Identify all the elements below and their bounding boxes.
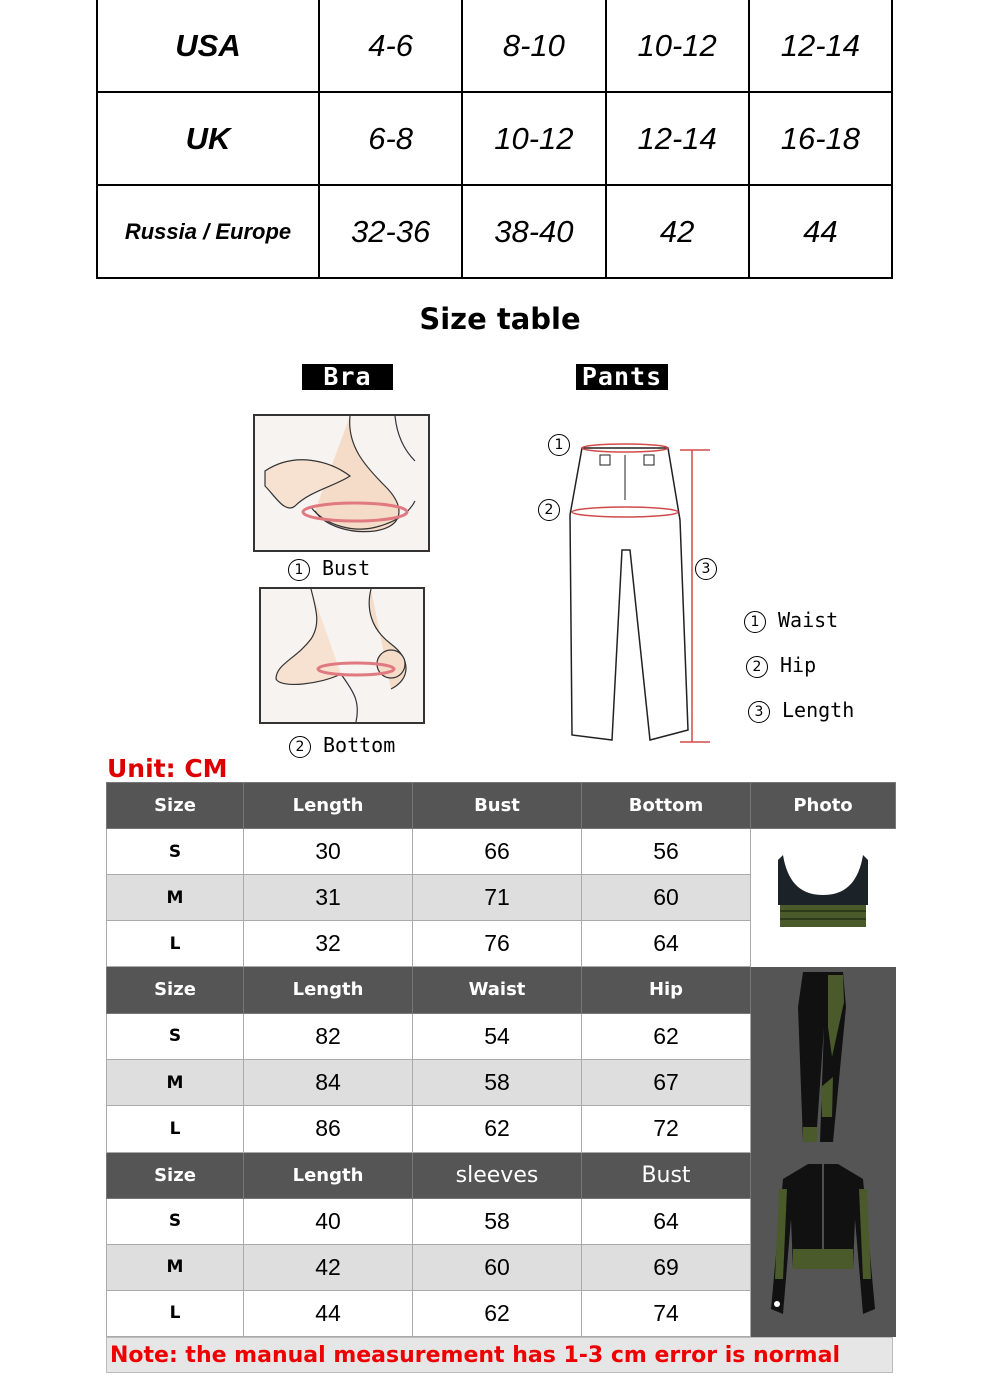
table-cell: 32 — [244, 921, 413, 967]
hip-marker: 2 — [538, 499, 560, 521]
header-cell: Length — [244, 783, 413, 829]
table-cell: 30 — [244, 829, 413, 875]
table-cell: 31 — [244, 875, 413, 921]
table-cell: 71 — [413, 875, 582, 921]
conversion-row-label: UK — [97, 92, 319, 185]
table-cell: 54 — [413, 1013, 582, 1059]
length-marker: 3 — [695, 558, 717, 580]
size-conversion-table — [96, 0, 893, 279]
number-badge: 1 — [288, 559, 310, 581]
header-cell: Bust — [582, 1152, 751, 1198]
bra-photo — [751, 829, 896, 967]
conversion-cell: 6-8 — [319, 92, 462, 185]
table-cell: 42 — [244, 1244, 413, 1290]
header-cell: Bottom — [582, 783, 751, 829]
underbust-figure-icon — [261, 589, 423, 722]
pants-outline-icon — [540, 430, 720, 750]
header-cell: Waist — [413, 967, 582, 1013]
pants-legend-item — [744, 608, 838, 633]
conversion-row-usa — [97, 0, 892, 92]
conversion-cell: 10-12 — [606, 0, 749, 92]
conversion-row-label: USA — [97, 0, 319, 92]
leggings-icon — [788, 967, 858, 1147]
pants-legend-item — [746, 653, 816, 678]
conversion-cell: 42 — [606, 185, 749, 278]
size-measurement-table — [106, 782, 896, 1337]
table-cell: 60 — [413, 1244, 582, 1290]
size-cell: L — [107, 1106, 244, 1152]
conversion-cell: 10-12 — [462, 92, 605, 185]
size-cell: L — [107, 921, 244, 967]
conversion-cell: 32-36 — [319, 185, 462, 278]
header-cell: Bust — [413, 783, 582, 829]
header-cell: Length — [244, 1152, 413, 1198]
conversion-row-label: Russia / Europe — [97, 185, 319, 278]
conversion-cell: 8-10 — [462, 0, 605, 92]
table-cell: 62 — [413, 1106, 582, 1152]
long-sleeve-top-icon — [763, 1159, 883, 1324]
table-cell: 66 — [413, 829, 582, 875]
table-cell: 82 — [244, 1013, 413, 1059]
size-cell: M — [107, 1059, 244, 1105]
header-cell: Size — [107, 967, 244, 1013]
unit-label: Unit: CM — [107, 754, 228, 783]
waist-marker: 1 — [548, 434, 570, 456]
table-cell: 72 — [582, 1106, 751, 1152]
header-cell: sleeves — [413, 1152, 582, 1198]
length-label: Length — [782, 698, 855, 722]
table-cell: 56 — [582, 829, 751, 875]
table-cell: 60 — [582, 875, 751, 921]
pants-heading: Pants — [576, 364, 668, 390]
table-header-row — [107, 967, 896, 1013]
table-cell: 76 — [413, 921, 582, 967]
pants-photo — [751, 967, 896, 1152]
bust-caption — [288, 556, 370, 581]
top-photo — [751, 1152, 896, 1336]
table-cell: 44 — [244, 1290, 413, 1336]
size-cell: M — [107, 1244, 244, 1290]
conversion-cell: 16-18 — [749, 92, 892, 185]
conversion-cell: 44 — [749, 185, 892, 278]
table-cell: 40 — [244, 1198, 413, 1244]
conversion-cell: 12-14 — [749, 0, 892, 92]
conversion-cell: 38-40 — [462, 185, 605, 278]
header-cell: Length — [244, 967, 413, 1013]
table-cell: 62 — [582, 1013, 751, 1059]
number-badge: 2 — [289, 736, 311, 758]
conversion-row-russia-europe — [97, 185, 892, 278]
size-cell: S — [107, 829, 244, 875]
conversion-row-uk — [97, 92, 892, 185]
table-cell: 74 — [582, 1290, 751, 1336]
header-cell: Size — [107, 783, 244, 829]
bottom-caption — [289, 733, 395, 758]
bust-figure-icon — [255, 416, 428, 550]
table-header-row — [107, 1152, 896, 1198]
table-cell: 58 — [413, 1198, 582, 1244]
bottom-label: Bottom — [323, 733, 396, 757]
header-cell: Size — [107, 1152, 244, 1198]
pants-legend-item — [748, 698, 854, 723]
bust-label: Bust — [322, 556, 371, 580]
table-cell: 64 — [582, 1198, 751, 1244]
page-title: Size table — [419, 302, 581, 336]
table-header-row — [107, 783, 896, 829]
measurement-note: Note: the manual measurement has 1-3 cm error is normal — [106, 1337, 893, 1373]
table-cell: 58 — [413, 1059, 582, 1105]
header-cell-photo: Photo — [751, 783, 896, 829]
size-cell: M — [107, 875, 244, 921]
sports-bra-icon — [768, 845, 878, 945]
table-cell: 64 — [582, 921, 751, 967]
size-cell: S — [107, 1198, 244, 1244]
pants-diagram — [540, 430, 720, 750]
size-cell: L — [107, 1290, 244, 1336]
bust-measure-illustration — [253, 414, 430, 552]
table-cell: 84 — [244, 1059, 413, 1105]
bottom-measure-illustration — [259, 587, 425, 724]
size-cell: S — [107, 1013, 244, 1059]
table-row — [107, 829, 896, 875]
header-cell: Hip — [582, 967, 751, 1013]
bra-heading: Bra — [302, 364, 393, 390]
table-cell: 67 — [582, 1059, 751, 1105]
table-cell: 69 — [582, 1244, 751, 1290]
number-badge: 1 — [744, 611, 766, 633]
waist-label: Waist — [778, 608, 839, 632]
table-cell: 62 — [413, 1290, 582, 1336]
number-badge: 3 — [748, 701, 770, 723]
hip-label: Hip — [780, 653, 817, 677]
number-badge: 2 — [746, 656, 768, 678]
conversion-cell: 12-14 — [606, 92, 749, 185]
table-cell: 86 — [244, 1106, 413, 1152]
conversion-cell: 4-6 — [319, 0, 462, 92]
